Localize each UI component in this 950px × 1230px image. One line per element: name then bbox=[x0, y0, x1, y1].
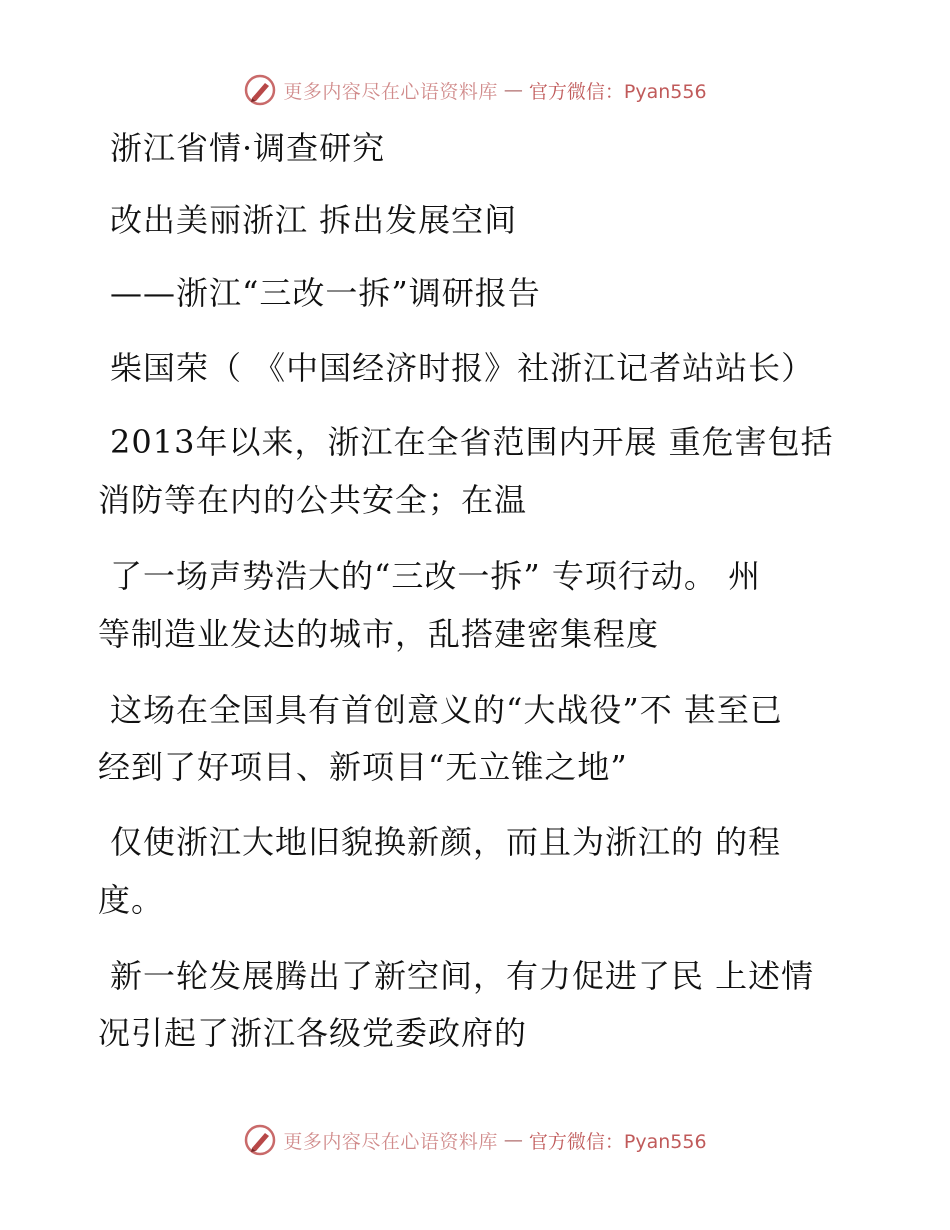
body-line: 仅使浙江大地旧貌换新颜，而且为浙江的 的程 bbox=[110, 823, 782, 861]
author-line: 柴国荣（ 《中国经济时报》社浙江记者站站长） bbox=[110, 349, 815, 387]
banner-separator: — bbox=[503, 79, 523, 101]
section-label: 浙江省情·调查研究 bbox=[110, 129, 386, 167]
body-line: 了一场声势浩大的“三改一拆” 专项行动。 州 bbox=[110, 557, 762, 595]
article-title: 改出美丽浙江 拆出发展空间 bbox=[110, 201, 518, 239]
body-line: 经到了好项目、新项目“无立锥之地” bbox=[98, 748, 628, 786]
header-watermark-banner bbox=[0, 70, 950, 110]
banner-text: 更多内容尽在心语资料库 bbox=[283, 1130, 498, 1153]
body-line: 新一轮发展腾出了新空间，有力促进了民 上述情 bbox=[110, 957, 815, 995]
body-line: 这场在全国具有首创意义的“大战役”不 甚至已 bbox=[110, 691, 783, 729]
footer-watermark-banner bbox=[0, 1120, 950, 1160]
body-line: 度。 bbox=[98, 881, 165, 919]
banner-text: 更多内容尽在心语资料库 bbox=[283, 80, 498, 103]
body-line: 等制造业发达的城市，乱搭建密集程度 bbox=[98, 615, 660, 653]
body-line: 2013年以来，浙江在全省范围内开展 重危害包括 bbox=[110, 423, 834, 461]
body-line: 消防等在内的公共安全；在温 bbox=[98, 481, 528, 519]
article-subtitle: ——浙江“三改一拆”调研报告 bbox=[110, 274, 541, 312]
banner-wechat: 官方微信：Pyan556 bbox=[528, 1130, 707, 1153]
pen-logo-icon bbox=[243, 73, 277, 107]
pen-logo-icon bbox=[243, 1123, 277, 1157]
banner-wechat: 官方微信：Pyan556 bbox=[528, 80, 707, 103]
body-line: 况引起了浙江各级党委政府的 bbox=[98, 1014, 528, 1052]
banner-separator: — bbox=[503, 1129, 523, 1151]
